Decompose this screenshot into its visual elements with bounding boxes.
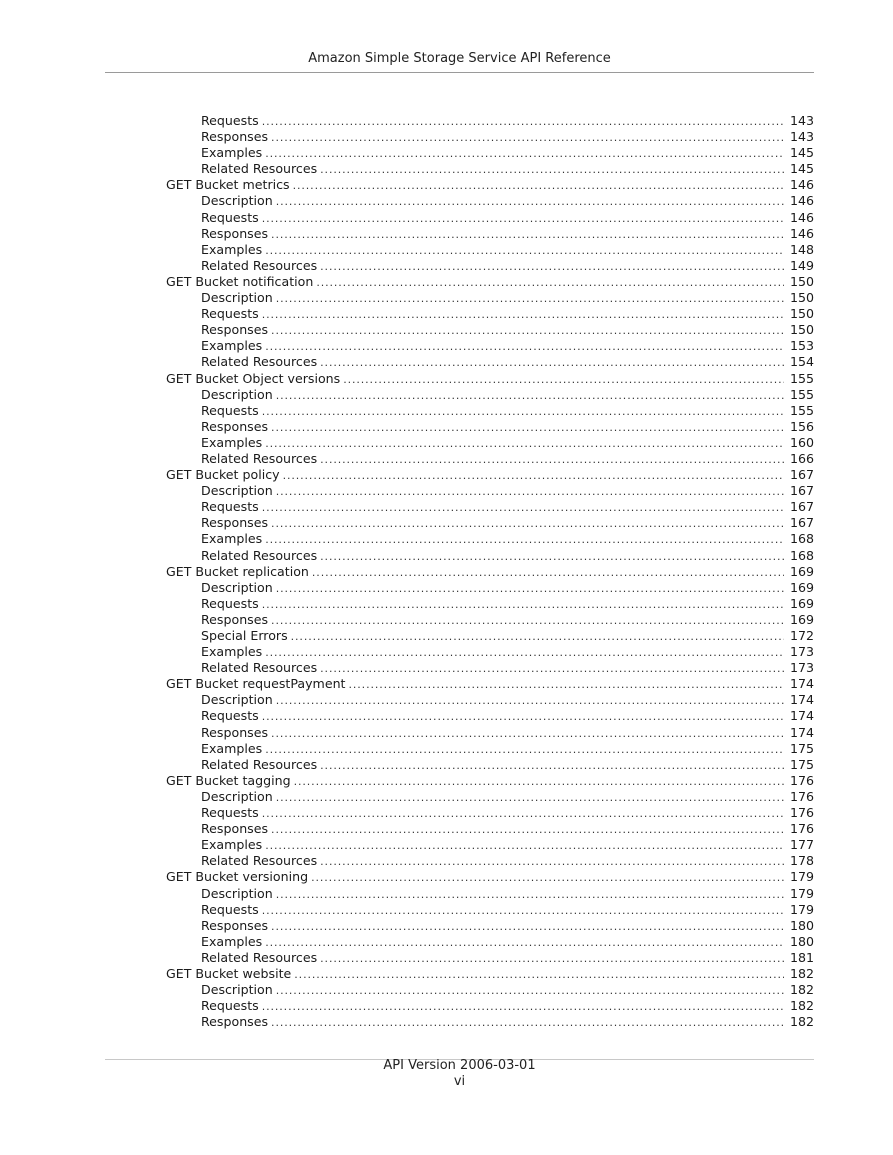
dot-leader (320, 758, 784, 774)
toc-entry-title[interactable]: Description (201, 692, 276, 708)
toc-entry-page-number[interactable]: 176 (789, 788, 814, 804)
toc-entry-page-number[interactable]: 169 (789, 563, 814, 579)
toc-subsection-entry[interactable] (0, 161, 814, 177)
dot-leader (294, 774, 784, 790)
toc-subsection-entry[interactable] (0, 499, 814, 515)
toc-entry-title[interactable]: Responses (201, 1014, 271, 1030)
dot-leader (276, 693, 784, 709)
toc-section-entry[interactable] (0, 773, 814, 789)
toc-entry-title[interactable]: Requests (201, 805, 262, 821)
toc-subsection-entry[interactable] (0, 338, 814, 354)
dot-leader (271, 1015, 784, 1031)
toc-subsection-entry[interactable] (0, 982, 814, 998)
toc-entry-title[interactable]: Examples (201, 435, 265, 451)
toc-entry-page-number[interactable]: 174 (789, 724, 814, 740)
toc-subsection-entry[interactable] (0, 193, 814, 209)
toc-entry-title[interactable]: Related Resources (201, 548, 320, 564)
toc-entry-title[interactable]: Description (201, 483, 276, 499)
dot-leader (349, 677, 784, 693)
toc-entry-title[interactable]: Requests (201, 708, 262, 724)
toc-section-entry[interactable] (0, 869, 814, 885)
toc-subsection-entry[interactable] (0, 596, 814, 612)
toc-entry-title[interactable]: Requests (201, 403, 262, 419)
dot-leader (316, 275, 784, 291)
toc-entry-page-number[interactable]: 179 (789, 869, 814, 885)
toc-entry-page-number[interactable]: 167 (789, 467, 814, 483)
page-footer (105, 1058, 814, 1090)
toc-entry-page-number[interactable]: 154 (789, 354, 814, 370)
toc-entry-page-number[interactable]: 150 (789, 306, 814, 322)
toc-entry-title[interactable]: Requests (201, 902, 262, 918)
toc-entry-title[interactable]: Requests (201, 113, 262, 129)
toc-entry-title[interactable]: Examples (201, 145, 265, 161)
dot-leader (262, 404, 784, 420)
toc-subsection-entry[interactable] (0, 258, 814, 274)
toc-section-entry[interactable] (0, 371, 814, 387)
dot-leader (291, 629, 784, 645)
dot-leader (265, 935, 784, 951)
toc-entry-page-number[interactable]: 181 (789, 949, 814, 965)
toc-entry-page-number[interactable]: 143 (789, 129, 814, 145)
toc-entry-title[interactable]: Description (201, 290, 276, 306)
toc-subsection-entry[interactable] (0, 837, 814, 853)
toc-entry-page-number[interactable]: 174 (789, 708, 814, 724)
toc-subsection-entry[interactable] (0, 805, 814, 821)
dot-leader (271, 613, 784, 629)
dot-leader (265, 645, 784, 661)
header-divider (105, 72, 814, 73)
toc-entry-title[interactable]: Responses (201, 725, 271, 741)
dot-leader (294, 967, 784, 983)
toc-entry-page-number[interactable]: 169 (789, 595, 814, 611)
toc-subsection-entry[interactable] (0, 757, 814, 773)
toc-entry-page-number[interactable]: 166 (789, 450, 814, 466)
toc-entry-title[interactable]: Responses (201, 612, 271, 628)
toc-subsection-entry[interactable] (0, 998, 814, 1014)
dot-leader (276, 484, 784, 500)
toc-entry-title[interactable]: Examples (201, 242, 265, 258)
dot-leader (271, 822, 784, 838)
toc-entry-page-number[interactable]: 150 (789, 322, 814, 338)
toc-entry-page-number[interactable]: 168 (789, 531, 814, 547)
dot-leader (265, 532, 784, 548)
toc-subsection-entry[interactable] (0, 660, 814, 676)
toc-entry-title[interactable]: Examples (201, 934, 265, 950)
dot-leader (271, 227, 784, 243)
toc-entry-page-number[interactable]: 145 (789, 161, 814, 177)
toc-entry-page-number[interactable]: 176 (789, 821, 814, 837)
toc-entry-page-number[interactable]: 182 (789, 982, 814, 998)
toc-entry-title[interactable]: Responses (201, 322, 271, 338)
dot-leader (320, 854, 784, 870)
toc-entry-title[interactable]: Related Resources (201, 853, 320, 869)
toc-subsection-entry[interactable] (0, 612, 814, 628)
dot-leader (265, 243, 784, 259)
toc-entry-page-number[interactable]: 155 (789, 402, 814, 418)
toc-entry-title[interactable]: Examples (201, 741, 265, 757)
toc-entry-title[interactable]: Requests (201, 499, 262, 515)
toc-subsection-entry[interactable] (0, 531, 814, 547)
toc-entry-title[interactable]: Responses (201, 419, 271, 435)
dot-leader (265, 742, 784, 758)
toc-subsection-entry[interactable] (0, 515, 814, 531)
toc-entry-title[interactable]: Description (201, 387, 276, 403)
dot-leader (262, 500, 784, 516)
toc-section-entry[interactable] (0, 676, 814, 692)
toc-entry-page-number[interactable]: 182 (789, 965, 814, 981)
toc-subsection-entry[interactable] (0, 145, 814, 161)
dot-leader (293, 178, 784, 194)
dot-leader (262, 806, 784, 822)
toc-entry-page-number[interactable]: 146 (789, 193, 814, 209)
toc-entry-page-number[interactable]: 167 (789, 499, 814, 515)
toc-section-entry[interactable] (0, 467, 814, 483)
toc-entry-page-number[interactable]: 179 (789, 885, 814, 901)
toc-entry-page-number[interactable]: 148 (789, 241, 814, 257)
toc-subsection-entry[interactable] (0, 403, 814, 419)
dot-leader (320, 661, 784, 677)
dot-leader (276, 983, 784, 999)
toc-entry-title[interactable]: GET Bucket tagging (166, 773, 294, 789)
toc-entry-title[interactable]: Responses (201, 821, 271, 837)
toc-subsection-entry[interactable] (0, 242, 814, 258)
toc-entry-page-number[interactable]: 153 (789, 338, 814, 354)
toc-entry-title[interactable]: Responses (201, 918, 271, 934)
dot-leader (265, 146, 784, 162)
dot-leader (312, 565, 784, 581)
dot-leader (320, 162, 784, 178)
toc-subsection-entry[interactable] (0, 290, 814, 306)
dot-leader (265, 436, 784, 452)
toc-entry-page-number[interactable]: 180 (789, 933, 814, 949)
toc-entry-page-number[interactable]: 172 (789, 628, 814, 643)
toc-subsection-entry[interactable] (0, 113, 814, 129)
toc-entry-page-number[interactable]: 177 (789, 837, 814, 853)
toc-subsection-entry[interactable] (0, 789, 814, 805)
toc-entry-title[interactable]: GET Bucket notification (166, 274, 316, 290)
toc-entry-page-number[interactable]: 168 (789, 547, 814, 563)
table-of-contents (0, 113, 893, 1030)
dot-leader (271, 420, 784, 436)
toc-entry-page-number[interactable]: 178 (789, 853, 814, 869)
toc-subsection-entry[interactable] (0, 644, 814, 660)
page-number: vi (453, 1074, 466, 1089)
toc-entry-title[interactable]: GET Bucket Object versions (166, 371, 343, 387)
toc-subsection-entry[interactable] (0, 741, 814, 757)
dot-leader (265, 339, 784, 355)
toc-subsection-entry[interactable] (0, 322, 814, 338)
toc-entry-title[interactable]: Description (201, 580, 276, 596)
toc-entry-title[interactable]: Description (201, 886, 276, 902)
toc-subsection-entry[interactable] (0, 692, 814, 708)
toc-entry-page-number[interactable]: 150 (789, 273, 814, 289)
toc-entry-page-number[interactable]: 146 (789, 177, 814, 193)
toc-entry-page-number[interactable]: 174 (789, 676, 814, 692)
toc-entry-title[interactable]: Related Resources (201, 950, 320, 966)
toc-entry-page-number[interactable]: 182 (789, 1014, 814, 1030)
toc-subsection-entry[interactable] (0, 451, 814, 467)
toc-entry-title[interactable]: GET Bucket website (166, 966, 294, 982)
toc-entry-title[interactable]: GET Bucket versioning (166, 869, 311, 885)
dot-leader (276, 194, 784, 210)
toc-entry-title[interactable]: Related Resources (201, 660, 320, 676)
dot-leader (265, 838, 784, 854)
toc-subsection-entry[interactable] (0, 725, 814, 741)
toc-entry-title[interactable]: Requests (201, 306, 262, 322)
toc-subsection-entry[interactable] (0, 548, 814, 564)
toc-subsection-entry[interactable] (0, 483, 814, 499)
toc-entry-page-number[interactable]: 173 (789, 660, 814, 676)
toc-entry-title[interactable]: GET Bucket policy (166, 467, 283, 483)
page-header-title: Amazon Simple Storage Service API Reference (308, 51, 611, 66)
toc-entry-title[interactable]: Requests (201, 596, 262, 612)
toc-entry-page-number[interactable]: 167 (789, 515, 814, 531)
toc-subsection-entry[interactable] (0, 853, 814, 869)
dot-leader (262, 211, 784, 227)
toc-subsection-entry[interactable] (0, 306, 814, 322)
dot-leader (283, 468, 784, 484)
dot-leader (276, 887, 784, 903)
dot-leader (276, 291, 784, 307)
toc-subsection-entry[interactable] (0, 387, 814, 403)
toc-subsection-entry[interactable] (0, 902, 814, 918)
toc-subsection-entry[interactable] (0, 210, 814, 226)
dot-leader (343, 372, 784, 388)
toc-entry-title[interactable]: Requests (201, 998, 262, 1014)
toc-subsection-entry[interactable] (0, 419, 814, 435)
toc-entry-title[interactable]: GET Bucket metrics (166, 177, 293, 193)
toc-entry-page-number[interactable]: 175 (789, 740, 814, 756)
toc-subsection-entry[interactable] (0, 354, 814, 370)
toc-entry-title[interactable]: Related Resources (201, 161, 320, 177)
toc-entry-title[interactable]: Related Resources (201, 258, 320, 274)
toc-subsection-entry[interactable] (0, 934, 814, 950)
dot-leader (320, 951, 784, 967)
toc-entry-page-number[interactable]: 167 (789, 483, 814, 499)
toc-section-entry[interactable] (0, 274, 814, 290)
toc-entry-page-number[interactable]: 149 (789, 257, 814, 273)
dot-leader (262, 709, 784, 725)
dot-leader (262, 999, 784, 1015)
dot-leader (320, 355, 784, 371)
toc-entry-title[interactable]: Description (201, 789, 276, 805)
toc-entry-page-number[interactable]: 155 (789, 370, 814, 386)
toc-section-entry[interactable] (0, 966, 814, 982)
api-version-label: API Version 2006-03-01 (383, 1058, 536, 1073)
toc-entry-page-number[interactable]: 156 (789, 418, 814, 434)
toc-entry-title[interactable]: Related Resources (201, 354, 320, 370)
dot-leader (262, 307, 784, 323)
dot-leader (320, 549, 784, 565)
toc-subsection-entry[interactable] (0, 129, 814, 145)
dot-leader (276, 790, 784, 806)
toc-subsection-entry[interactable] (0, 1014, 814, 1030)
dot-leader (276, 388, 784, 404)
toc-entry-title[interactable]: Responses (201, 515, 271, 531)
toc-entry-title[interactable]: GET Bucket requestPayment (166, 676, 349, 692)
toc-entry-title[interactable]: GET Bucket replication (166, 564, 312, 580)
toc-entry-page-number[interactable]: 176 (789, 772, 814, 788)
toc-subsection-entry[interactable] (0, 918, 814, 934)
toc-entry-title[interactable]: Examples (201, 837, 265, 853)
dot-leader (262, 114, 784, 130)
dot-leader (320, 452, 784, 468)
toc-subsection-entry[interactable] (0, 708, 814, 724)
dot-leader (271, 919, 784, 935)
toc-subsection-entry[interactable] (0, 628, 814, 644)
toc-entry-page-number[interactable]: 160 (789, 434, 814, 450)
toc-subsection-entry[interactable] (0, 226, 814, 242)
toc-entry-page-number[interactable]: 169 (789, 611, 814, 627)
toc-subsection-entry[interactable] (0, 950, 814, 966)
toc-entry-page-number[interactable]: 182 (789, 998, 814, 1014)
toc-entry-title[interactable]: Special Errors (201, 628, 291, 644)
toc-entry-page-number[interactable]: 145 (789, 145, 814, 161)
toc-entry-page-number[interactable]: 146 (789, 225, 814, 241)
toc-entry-page-number[interactable]: 174 (789, 692, 814, 708)
toc-entry-title[interactable]: Description (201, 982, 276, 998)
toc-entry-title[interactable]: Responses (201, 226, 271, 242)
toc-entry-page-number[interactable]: 180 (789, 917, 814, 933)
dot-leader (271, 516, 784, 532)
dot-leader (320, 259, 784, 275)
toc-section-entry[interactable] (0, 177, 814, 193)
toc-entry-title[interactable]: Description (201, 193, 276, 209)
dot-leader (262, 903, 784, 919)
toc-entry-title[interactable]: Requests (201, 210, 262, 226)
toc-section-entry[interactable] (0, 564, 814, 580)
toc-entry-title[interactable]: Related Resources (201, 451, 320, 467)
toc-entry-title[interactable]: Examples (201, 338, 265, 354)
toc-subsection-entry[interactable] (0, 886, 814, 902)
toc-entry-page-number[interactable]: 146 (789, 209, 814, 225)
toc-entry-page-number[interactable]: 150 (789, 290, 814, 306)
toc-entry-page-number[interactable]: 176 (789, 805, 814, 821)
toc-entry-page-number[interactable]: 169 (789, 579, 814, 595)
toc-subsection-entry[interactable] (0, 580, 814, 596)
toc-entry-title[interactable]: Examples (201, 531, 265, 547)
dot-leader (262, 597, 784, 613)
toc-entry-page-number[interactable]: 175 (789, 756, 814, 772)
dot-leader (271, 130, 784, 146)
toc-entry-title[interactable]: Responses (201, 129, 271, 145)
dot-leader (271, 726, 784, 742)
dot-leader (276, 581, 784, 597)
toc-entry-title[interactable]: Examples (201, 644, 265, 660)
toc-subsection-entry[interactable] (0, 435, 814, 451)
dot-leader (311, 870, 784, 886)
toc-entry-title[interactable]: Related Resources (201, 757, 320, 773)
toc-entry-page-number[interactable]: 179 (789, 901, 814, 917)
toc-entry-page-number[interactable]: 173 (789, 644, 814, 660)
toc-subsection-entry[interactable] (0, 821, 814, 837)
toc-entry-page-number[interactable]: 143 (789, 113, 814, 128)
toc-entry-page-number[interactable]: 155 (789, 386, 814, 402)
dot-leader (271, 323, 784, 339)
